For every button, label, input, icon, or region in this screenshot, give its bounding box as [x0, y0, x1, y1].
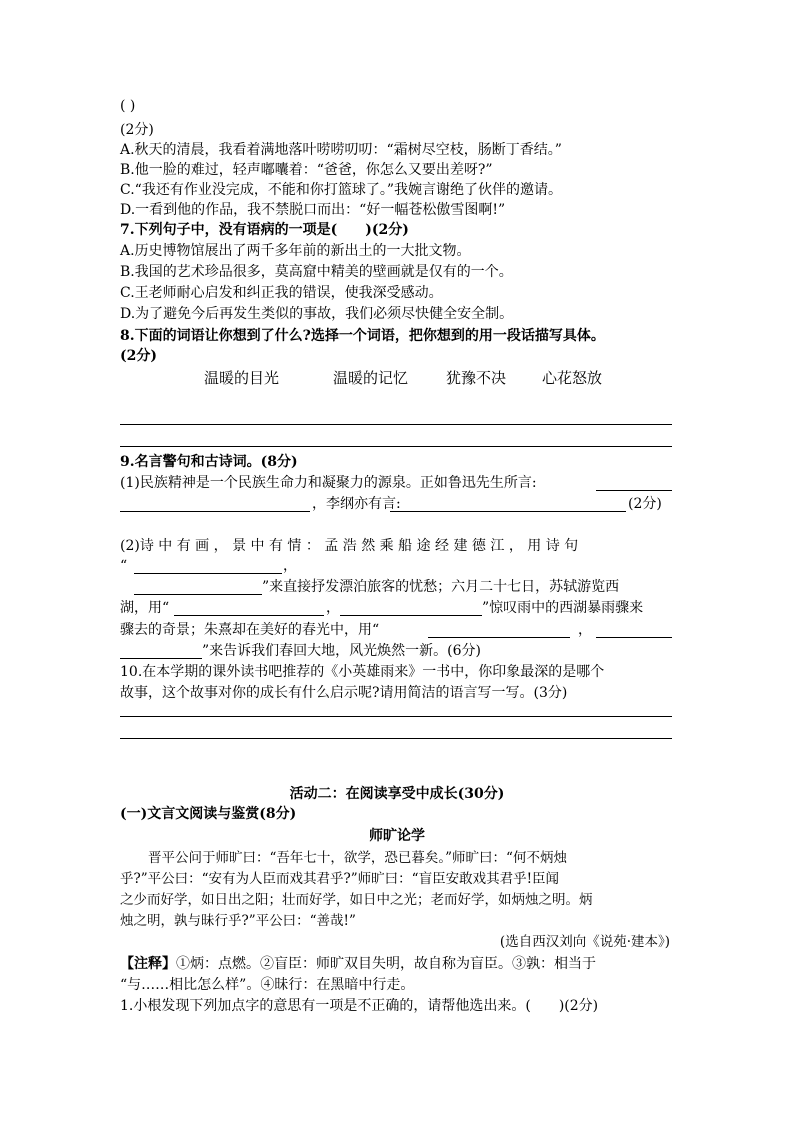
- q9-part2-text-e1: 骤去的奇景；朱熹却在美好的春光中，用“: [120, 622, 380, 638]
- activity2-title: 活动二：在阅读享受中成长(30分): [289, 786, 505, 802]
- q7-option-a: A.历史博物馆展出了两千多年前的新出土的一大批文物。: [120, 243, 471, 259]
- q9-part2-text: (2)诗 中 有 画 ， 景 中 有 情 ： 孟 浩 然 乘 船 途 经 建 德 江 ， 用 诗 句: [120, 538, 579, 554]
- q8-answer-line-1[interactable]: [120, 424, 672, 425]
- q9-blank-3[interactable]: [390, 511, 626, 512]
- q7-stem: 7.下列句子中，没有语病的一项是( )(2分): [120, 222, 409, 238]
- q7-option-d: D.为了避免今后再发生类似的事故，我们必须尽快健全安全制。: [120, 306, 514, 322]
- q9-blank-5[interactable]: [134, 594, 262, 595]
- q9-part2-text-d3: ”惊叹雨中的西湖暴雨骤来: [482, 600, 644, 616]
- passage-line-2: 乎?”平公曰：“安有为人臣而戏其君乎?”师旷曰：“盲臣安敢戏其君乎!臣闻: [120, 871, 560, 887]
- q9-blank-7[interactable]: [340, 615, 482, 616]
- passage-line-3: 之少而好学，如日出之阳；壮而好学，如日中之光；老而好学，如炳烛之明。炳: [120, 892, 593, 908]
- section1-q1: 1.小根发现下列加点字的意思有一项是不正确的，请帮他选出来。( )(2分): [120, 998, 599, 1014]
- q9-blank-9b[interactable]: [120, 658, 202, 659]
- passage-source: (选自西汉刘向《说苑·建本》): [499, 934, 670, 950]
- q10-line-1: 10.在本学期的课外读书吧推荐的《小英雄雨来》一书中，你印象最深的是哪个: [120, 664, 605, 680]
- q9-quote-open: “: [120, 558, 128, 574]
- q6-option-c: C.“我还有作业没完成，不能和你打篮球了。”我婉言谢绝了伙伴的邀请。: [120, 182, 562, 198]
- passage-line-1: 晋平公问于师旷曰：“吾年七十，欲学，恐已暮矣。”师旷曰：“何不炳烛: [148, 850, 567, 866]
- q8-word-2: 温暖的记忆: [333, 369, 409, 387]
- section1-heading: (一)文言文阅读与鉴赏(8分): [120, 806, 297, 822]
- q9-blank-2[interactable]: [120, 511, 310, 512]
- q9-part2-text-f: ”来告诉我们春回大地，风光焕然一新。(6分): [202, 643, 481, 659]
- q9-part2-text-c: ”来直接抒发漂泊旅客的忧愁；六月二十七日，苏轼游览西: [262, 579, 620, 595]
- q8-word-1: 温暖的目光: [204, 369, 280, 387]
- q9-comma-1: ，: [283, 558, 297, 574]
- q6-option-d: D.一看到他的作品，我不禁脱口而出：“好一幅苍松傲雪图啊!”: [120, 202, 506, 218]
- q9-comma-2: ，: [326, 600, 340, 616]
- q6-score: (2分): [120, 122, 154, 138]
- q9-comma-3: ，: [578, 622, 592, 638]
- q7-option-c: C.王老师耐心启发和纠正我的错误，使我深受感动。: [120, 285, 443, 301]
- passage-title: 师旷论学: [369, 828, 425, 844]
- q10-answer-line-1[interactable]: [120, 716, 672, 717]
- q9-blank-6[interactable]: [174, 615, 324, 616]
- q8-word-3: 犹豫不决: [446, 369, 507, 387]
- q9-blank-8[interactable]: [428, 637, 570, 638]
- q9-part1-score: (2分): [628, 496, 662, 512]
- q6-option-a: A.秋天的清晨，我看着满地落叶唠唠叨叨：“霜树尽空枝，肠断丁香结。”: [120, 142, 562, 158]
- q6-answer-paren: ( ): [120, 98, 136, 114]
- notes-label: 【注释】: [120, 956, 176, 972]
- q9-part2-text-d1: 湖，用“: [120, 600, 170, 616]
- q9-part1-text: (1)民族精神是一个民族生命力和凝聚力的源泉。正如鲁迅先生所言:: [120, 475, 537, 491]
- q10-answer-line-2[interactable]: [120, 738, 672, 739]
- q9-stem: 9.名言警句和古诗词。(8分): [120, 454, 298, 470]
- q9-blank-1[interactable]: [596, 490, 672, 491]
- q7-option-b: B.我国的艺术珍品很多，莫高窟中精美的壁画就是仅有的一个。: [120, 264, 513, 280]
- q8-answer-line-2[interactable]: [120, 446, 672, 447]
- q8-score: (2分): [120, 348, 157, 364]
- passage-line-4: 烛之明，孰与昧行乎?”平公曰：“善哉!”: [120, 913, 356, 929]
- q9-part1-text-b: ，李纲亦有言:: [312, 496, 401, 512]
- q8-word-4: 心花怒放: [542, 369, 603, 387]
- notes-text-1: ①炳：点燃。②盲臣：师旷双目失明，故自称为盲臣。③孰：相当于: [176, 956, 596, 972]
- q10-line-2: 故事，这个故事对你的成长有什么启示呢?请用简洁的语言写一写。(3分): [120, 685, 568, 701]
- q9-blank-9a[interactable]: [596, 637, 672, 638]
- q6-option-b: B.他一脸的难过，轻声嘟囔着：“爸爸，你怎么又要出差呀?”: [120, 162, 493, 178]
- q9-blank-4[interactable]: [134, 573, 282, 574]
- q8-stem: 8.下面的词语让你想到了什么?选择一个词语，把你想到的用一段话描写具体。: [120, 328, 605, 344]
- notes-line-1: [120, 954, 596, 974]
- notes-line-2: “与……相比怎么样”。④昧行：在黑暗中行走。: [120, 977, 415, 993]
